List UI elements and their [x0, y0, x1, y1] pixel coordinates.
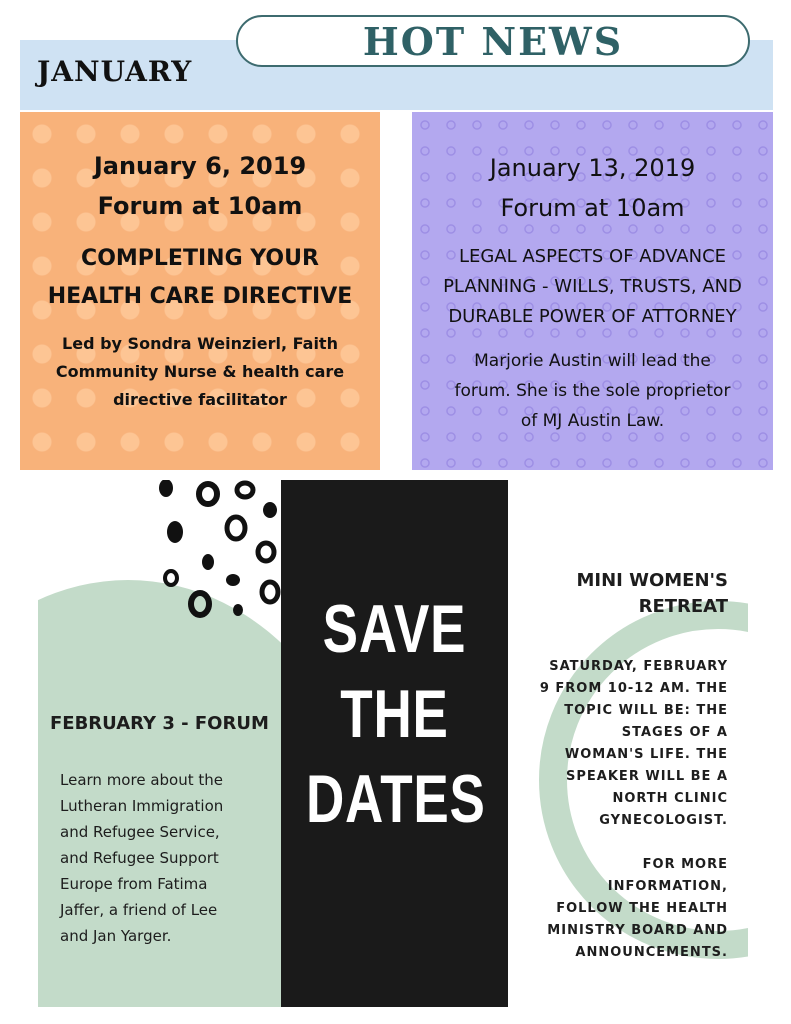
- event-description: [20, 330, 380, 414]
- desc-line: and Refugee Support: [60, 849, 219, 867]
- retreat-info: [508, 854, 728, 964]
- retreat-title: [576, 568, 728, 620]
- event-topic-line: HEALTH CARE DIRECTIVE: [47, 284, 353, 309]
- event-desc-line: forum. She is the sole proprietor: [454, 381, 731, 401]
- event-desc-line: Marjorie Austin will lead the: [474, 351, 711, 371]
- feb3-forum-panel: [38, 480, 281, 1007]
- desc-line: and Refugee Service,: [60, 823, 220, 841]
- event-topic-line: DURABLE POWER OF ATTORNEY: [448, 306, 737, 327]
- info-line: ANNOUNCEMENTS.: [575, 945, 728, 960]
- desc-line: Lutheran Immigration: [60, 797, 224, 815]
- info-line: INFORMATION,: [607, 879, 728, 894]
- retreat-line: GYNECOLOGIST.: [599, 813, 728, 828]
- event-desc-line: Led by Sondra Weinzierl, Faith: [62, 334, 338, 353]
- event-time: Forum at 10am: [97, 192, 303, 220]
- event-topic: [412, 242, 773, 332]
- retreat-line: STAGES OF A: [621, 725, 728, 740]
- page-title: HOT NEWS: [362, 18, 624, 64]
- event-desc-line: of MJ Austin Law.: [520, 411, 665, 431]
- desc-line: Jaffer, a friend of Lee: [60, 901, 218, 919]
- retreat-title-line: MINI WOMEN'S: [576, 570, 728, 591]
- womens-retreat-panel: [508, 480, 748, 1007]
- desc-line: Europe from Fatima: [60, 875, 208, 893]
- info-line: FOLLOW THE HEALTH: [556, 901, 728, 916]
- event-topic-line: PLANNING - WILLS, TRUSTS, AND: [443, 276, 742, 297]
- save-word: SAVE: [322, 591, 467, 667]
- event-topic-line: COMPLETING YOUR: [81, 246, 319, 271]
- retreat-line: WOMAN'S LIFE. THE: [564, 747, 728, 762]
- feb3-forum-title: FEBRUARY 3 - FORUM: [50, 713, 269, 734]
- event-card-jan13: [412, 112, 773, 470]
- event-topic: [20, 240, 380, 316]
- retreat-line: NORTH CLINIC: [612, 791, 728, 806]
- retreat-title-line: RETREAT: [638, 596, 728, 617]
- info-line: FOR MORE: [642, 857, 728, 872]
- retreat-details: [508, 656, 728, 832]
- retreat-line: 9 FROM 10-12 AM. THE: [539, 681, 728, 696]
- event-date: January 13, 2019: [489, 154, 696, 182]
- desc-line: Learn more about the: [60, 771, 223, 789]
- retreat-line: SPEAKER WILL BE A: [566, 769, 728, 784]
- dates-word: DATES: [305, 761, 486, 837]
- event-topic-line: LEGAL ASPECTS OF ADVANCE: [458, 246, 727, 267]
- retreat-line: TOPIC WILL BE: THE: [564, 703, 728, 718]
- retreat-line: SATURDAY, FEBRUARY: [549, 659, 728, 674]
- event-desc-line: directive facilitator: [113, 390, 287, 409]
- desc-line: and Jan Yarger.: [60, 927, 172, 945]
- event-description: [412, 346, 773, 436]
- month-label: JANUARY: [37, 55, 193, 88]
- feb3-forum-description: [60, 767, 275, 949]
- event-time: Forum at 10am: [500, 194, 685, 222]
- title-banner: [236, 15, 750, 67]
- event-card-jan6: [20, 112, 380, 470]
- decorative-dots-icon: [38, 480, 281, 620]
- save-the-dates-panel: [281, 480, 508, 1007]
- info-line: MINISTRY BOARD AND: [547, 923, 728, 938]
- save-the-dates-section: [38, 480, 748, 1007]
- the-word: THE: [340, 676, 449, 752]
- event-date: January 6, 2019: [93, 152, 307, 180]
- event-desc-line: Community Nurse & health care: [55, 362, 345, 381]
